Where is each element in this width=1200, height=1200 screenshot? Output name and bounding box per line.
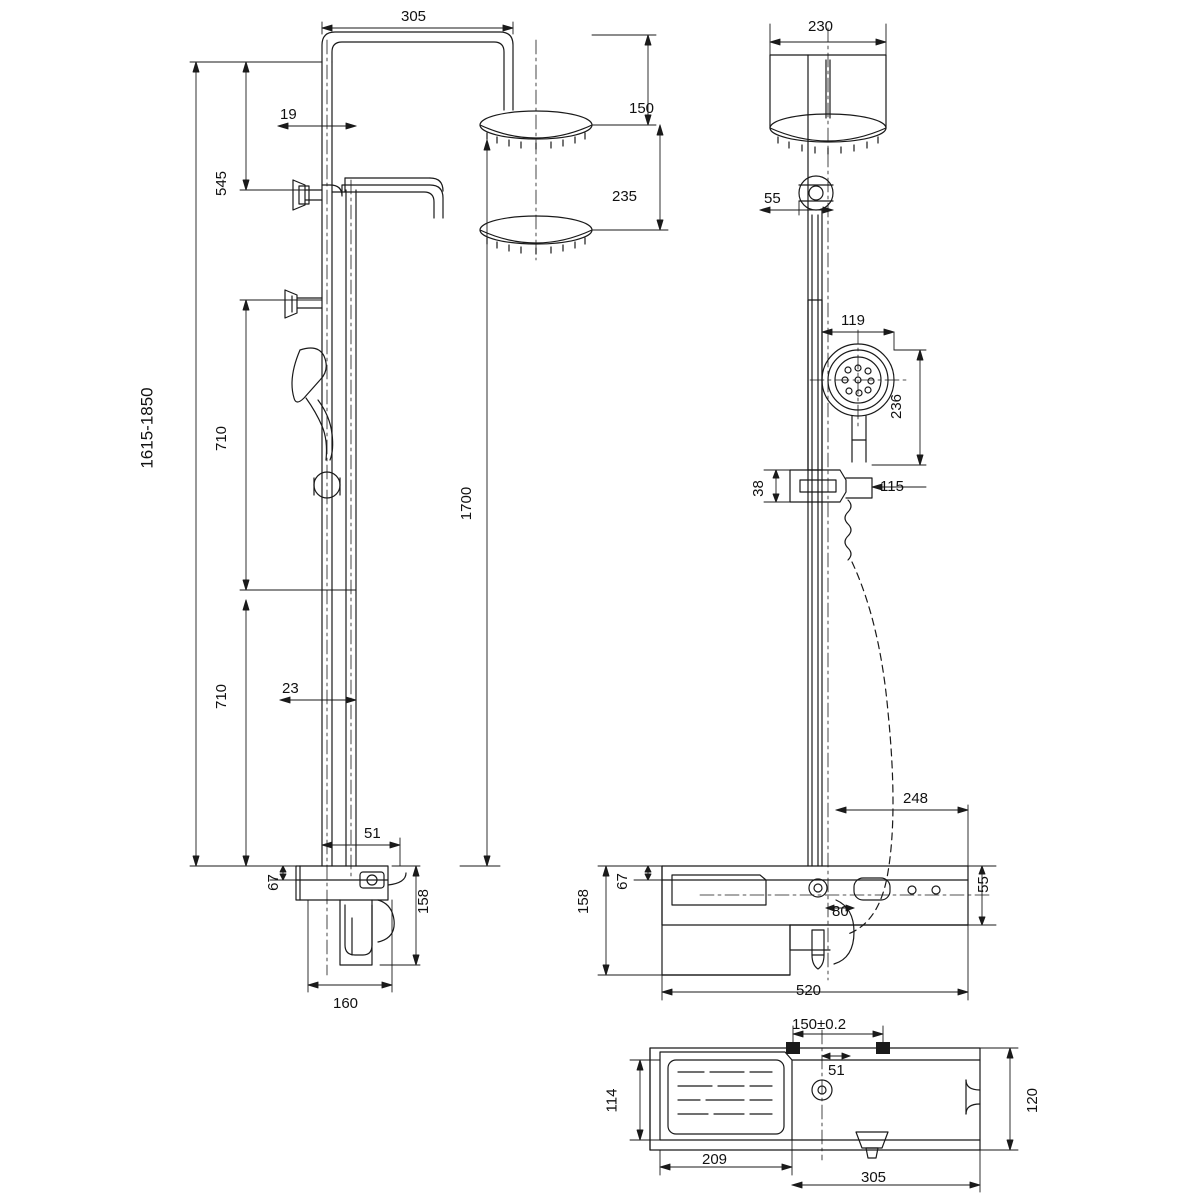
- dim-top-120: 120: [1024, 1087, 1042, 1114]
- dim-left-545: 545: [213, 170, 231, 197]
- dim-right-119: 119: [841, 312, 865, 329]
- dim-top-305: 305: [861, 1169, 887, 1186]
- top-view-dimensions: [630, 1026, 1018, 1192]
- dim-left-235: 235: [612, 188, 638, 205]
- dim-left-710-lower: 710: [213, 683, 231, 710]
- dim-right-248: 248: [903, 790, 929, 807]
- dim-right-80: 80: [832, 903, 849, 920]
- dim-right-38: 38: [749, 480, 767, 497]
- left-view-centerlines: [327, 40, 536, 975]
- dim-left-305: 305: [401, 8, 427, 25]
- right-view-centerlines: [700, 28, 990, 980]
- dim-top-114: 114: [603, 1088, 621, 1113]
- dim-right-55: 55: [764, 190, 781, 207]
- dim-right-236: 236: [888, 393, 906, 420]
- right-view-dimensions: [598, 24, 996, 1000]
- dim-right-115: 115: [880, 478, 904, 495]
- top-view-geometry: [650, 1042, 980, 1158]
- dim-left-23: 23: [282, 680, 299, 697]
- left-view-geometry: [285, 32, 592, 965]
- dim-right-230: 230: [808, 18, 834, 35]
- dim-left-51: 51: [364, 825, 381, 842]
- dim-right-520: 520: [796, 982, 822, 999]
- dim-top-209: 209: [702, 1151, 728, 1168]
- left-view-dimensions: [190, 22, 668, 992]
- dim-left-19: 19: [280, 106, 297, 123]
- dim-left-158: 158: [415, 888, 433, 915]
- dim-left-1700: 1700: [458, 486, 476, 521]
- right-view-geometry: [662, 55, 968, 975]
- dim-left-710-upper: 710: [213, 425, 231, 452]
- dim-right-67: 67: [613, 873, 631, 890]
- dim-right-55b: 55: [974, 876, 992, 893]
- dim-top-150: 150±0.2: [792, 1016, 847, 1033]
- dim-left-160: 160: [333, 995, 359, 1012]
- dim-left-150: 150: [629, 100, 655, 117]
- dim-left-67: 67: [264, 874, 282, 891]
- dim-right-158: 158: [575, 888, 593, 915]
- dim-left-range: 1615-1850: [137, 387, 157, 469]
- dim-top-51: 51: [828, 1062, 845, 1079]
